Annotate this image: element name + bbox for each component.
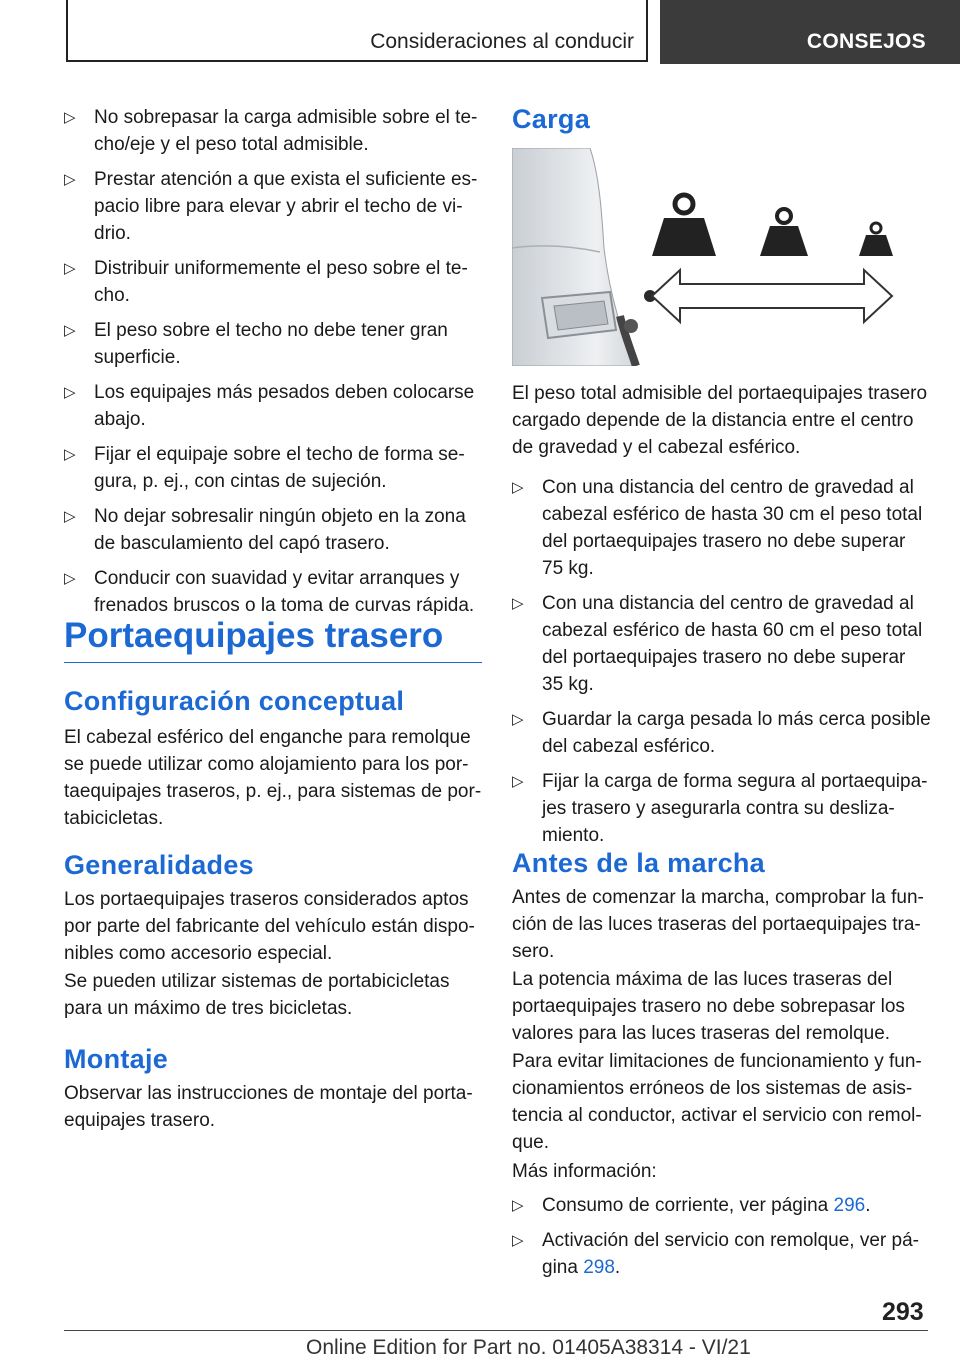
triangle-right-outline-icon: ▷ <box>64 322 76 339</box>
list-item <box>64 503 482 557</box>
bullet-line: No sobrepasar la carga admisible sobre el te- <box>94 107 478 128</box>
bullet-line: Fijar el equipaje sobre el techo de forma se- <box>94 444 465 465</box>
bullet-line: No dejar sobresalir ningún objeto en la zona <box>94 506 466 527</box>
triangle-right-outline-icon: ▷ <box>512 1232 524 1249</box>
triangle-right-outline-icon: ▷ <box>512 479 524 496</box>
bullet-line: 75 kg. <box>542 558 594 579</box>
list-item <box>512 1227 932 1281</box>
text-line: taequipajes traseros, p. ej., para sistemas de por- <box>64 781 482 802</box>
bullet-line: del portaequipajes trasero no debe superar <box>542 647 906 668</box>
bullet-line: Conducir con suavidad y evitar arranques y <box>94 568 460 589</box>
antes-paragraph-1 <box>512 884 932 965</box>
section-heading-antes: Antes de la marcha <box>512 848 766 878</box>
text-line: Antes de comenzar la marcha, comprobar la fun- <box>512 887 924 908</box>
bullet-line: cabezal esférico de hasta 30 cm el peso total <box>542 504 923 525</box>
list-item <box>64 441 482 495</box>
reference-text: Activación del servicio con remolque, ver pá- <box>542 1230 920 1251</box>
distance-double-arrow <box>652 270 892 322</box>
text-line: cargado depende de la distancia entre el centro <box>512 410 914 431</box>
chapter-heading: Portaequipajes trasero <box>64 616 444 655</box>
text-line: tencia al conductor, activar el servicio con remol- <box>512 1105 922 1126</box>
text-line: para un máximo de tres bicicletas. <box>64 998 353 1019</box>
text-line: La potencia máxima de las luces traseras del <box>512 969 893 990</box>
text-line: El peso total admisible del portaequipajes trasero <box>512 383 928 404</box>
text-line: valores para las luces traseras del remolque. <box>512 1023 891 1044</box>
text-line: de gravedad y el cabezal esférico. <box>512 437 801 458</box>
text-line: ción de las luces traseras del portaequipajes tra- <box>512 914 921 935</box>
list-item <box>64 255 482 309</box>
bullet-line: Con una distancia del centro de gravedad al <box>542 477 914 498</box>
reference-end: . <box>865 1195 871 1216</box>
heading-rule <box>64 662 482 663</box>
triangle-right-outline-icon: ▷ <box>512 773 524 790</box>
bullet-line: El peso sobre el techo no debe tener gran <box>94 320 448 341</box>
section-heading-general: Generalidades <box>64 850 254 880</box>
reference-list <box>512 1192 932 1289</box>
text-line: El cabezal esférico del enganche para remolque <box>64 727 471 748</box>
antes-paragraph-3 <box>512 1048 932 1156</box>
montaje-paragraph <box>64 1080 482 1134</box>
reference-text: Consumo de corriente, ver página <box>542 1195 834 1216</box>
bullet-line: cho. <box>94 285 130 306</box>
triangle-right-outline-icon: ▷ <box>64 384 76 401</box>
triangle-right-outline-icon: ▷ <box>512 1197 524 1214</box>
bullet-line: jes trasero y asegurarla contra su desliza- <box>542 798 895 819</box>
list-item <box>64 565 482 619</box>
page-link-296[interactable]: 296 <box>833 1195 866 1216</box>
roof-load-bullet-list <box>64 104 482 627</box>
section-heading-config: Configuración conceptual <box>64 686 405 716</box>
page-link-298[interactable]: 298 <box>583 1257 615 1278</box>
list-item <box>512 706 932 760</box>
bullet-line: superficie. <box>94 347 181 368</box>
footer-rule <box>64 1330 928 1331</box>
section-heading-carga: Carga <box>512 104 591 134</box>
bullet-line: del cabezal esférico. <box>542 736 716 757</box>
bullet-line: drio. <box>94 223 131 244</box>
bullet-line: Distribuir uniformemente el peso sobre el te- <box>94 258 468 279</box>
text-line: Los portaequipajes traseros considerados aptos <box>64 889 469 910</box>
text-line: por parte del fabricante del vehículo están dispo- <box>64 916 475 937</box>
text-line: portaequipajes trasero no debe sobrepasar los <box>512 996 905 1017</box>
text-line: sero. <box>512 941 555 962</box>
rear-carrier-load-illustration <box>512 148 932 366</box>
carga-bullet-list <box>512 474 932 857</box>
text-line: Observar las instrucciones de montaje del porta- <box>64 1083 473 1104</box>
bullet-line: Guardar la carga pesada lo más cerca posible <box>542 709 931 730</box>
general-paragraph-1 <box>64 886 482 967</box>
bullet-line: cabezal esférico de hasta 60 cm el peso total <box>542 620 923 641</box>
list-item <box>64 166 482 247</box>
text-line: Se pueden utilizar sistemas de portabicicletas <box>64 971 450 992</box>
page-number: 293 <box>882 1298 924 1326</box>
triangle-right-outline-icon: ▷ <box>64 508 76 525</box>
header-section-tab <box>660 0 960 64</box>
triangle-right-outline-icon: ▷ <box>64 570 76 587</box>
text-line: que. <box>512 1132 549 1153</box>
list-item <box>512 474 932 582</box>
figure-caption <box>512 380 932 461</box>
triangle-right-outline-icon: ▷ <box>512 711 524 728</box>
bullet-line: frenados bruscos o la toma de curvas rápida. <box>94 595 475 616</box>
bullet-line: pacio libre para elevar y abrir el techo de vi- <box>94 196 463 217</box>
list-item <box>512 1192 932 1219</box>
reference-end: . <box>614 1257 621 1278</box>
bullet-line: 35 kg. <box>542 674 594 695</box>
more-info-label: Más información: <box>512 1161 657 1182</box>
bullet-line: Los equipajes más pesados deben colocarse <box>94 382 475 403</box>
car-rear-bumper <box>512 148 632 366</box>
list-item <box>64 104 482 158</box>
bullet-line: abajo. <box>94 409 146 430</box>
edition-footer: Online Edition for Part no. 01405A38314 - VI/21 <box>306 1336 751 1359</box>
heavy-weight-icon <box>652 195 716 256</box>
text-line: nibles como accesorio especial. <box>64 943 333 964</box>
list-item <box>64 317 482 371</box>
light-weight-icon <box>859 223 893 256</box>
general-paragraph-2 <box>64 968 482 1022</box>
section-label: CONSEJOS <box>806 30 926 53</box>
bullet-line: gura, p. ej., con cintas de sujeción. <box>94 471 387 492</box>
antes-paragraph-2 <box>512 966 932 1047</box>
bullet-line: de basculamiento del capó trasero. <box>94 533 390 554</box>
list-item <box>64 379 482 433</box>
text-line: tabicicletas. <box>64 808 164 829</box>
text-line: equipajes trasero. <box>64 1110 216 1131</box>
bullet-line: del portaequipajes trasero no debe superar <box>542 531 906 552</box>
bullet-line: Prestar atención a que exista el suficiente es- <box>94 169 478 190</box>
chapter-title: Consideraciones al conducir <box>370 30 634 53</box>
triangle-right-outline-icon: ▷ <box>64 260 76 277</box>
header-chapter-tab <box>66 0 648 62</box>
bullet-line: miento. <box>542 825 605 846</box>
triangle-right-outline-icon: ▷ <box>64 109 76 126</box>
text-line: se puede utilizar como alojamiento para los por- <box>64 754 469 775</box>
triangle-right-outline-icon: ▷ <box>512 595 524 612</box>
config-paragraph <box>64 724 482 832</box>
text-line: Para evitar limitaciones de funcionamiento y fun- <box>512 1051 922 1072</box>
list-item <box>512 768 932 849</box>
text-line: cionamientos erróneos de los sistemas de asis- <box>512 1078 913 1099</box>
triangle-right-outline-icon: ▷ <box>64 446 76 463</box>
bullet-line: Fijar la carga de forma segura al portaequipa- <box>542 771 928 792</box>
bullet-line: cho/eje y el peso total admisible. <box>94 134 369 155</box>
reference-text: gina <box>542 1257 584 1278</box>
section-heading-montaje: Montaje <box>64 1044 169 1074</box>
medium-weight-icon <box>760 209 808 256</box>
bullet-line: Con una distancia del centro de gravedad al <box>542 593 914 614</box>
triangle-right-outline-icon: ▷ <box>64 171 76 188</box>
list-item <box>512 590 932 698</box>
